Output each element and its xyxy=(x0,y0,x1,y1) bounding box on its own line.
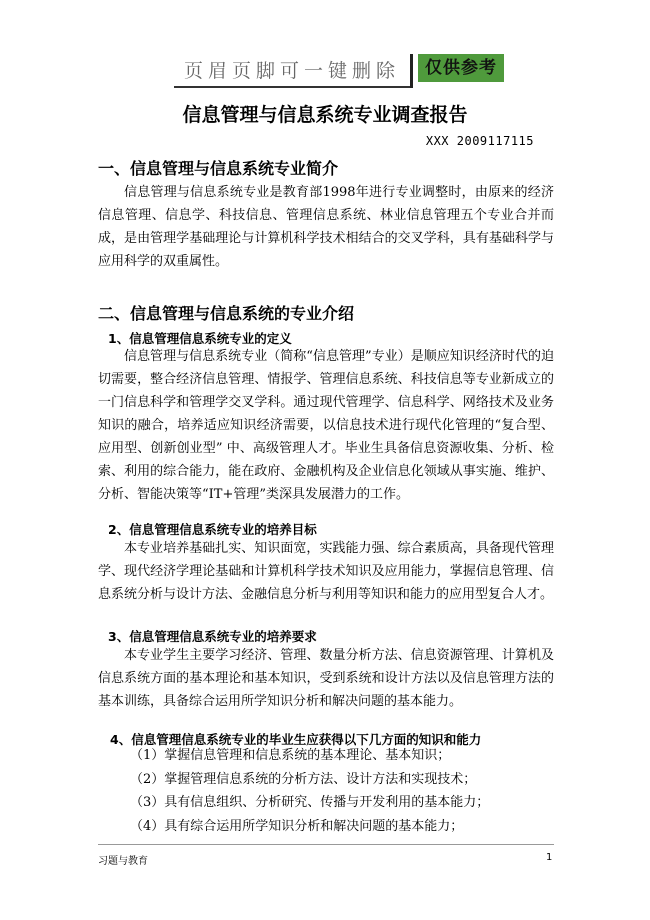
list-item: （1）掌握信息管理和信息系统的基本理论、基本知识； xyxy=(130,748,451,763)
footer-rule xyxy=(98,844,554,845)
section-2-heading: 二、信息管理与信息系统的专业介绍 xyxy=(98,304,355,323)
subsection-4-heading: 4、信息管理信息系统专业的毕业生应获得以下几方面的知识和能力 xyxy=(110,732,482,747)
reference-only-badge: 仅供参考 xyxy=(418,54,504,82)
list-item: （2）掌握管理信息系统的分析方法、设计方法和实现技术； xyxy=(130,771,477,787)
section-1-heading: 一、信息管理与信息系统专业简介 xyxy=(98,159,339,178)
page-header xyxy=(174,52,506,86)
author-line: XXX 2009117115 xyxy=(425,134,534,148)
subsection-3-paragraph: 本专业学生主要学习经济、管理、数量分析方法、信息资源管理、计算机及信息系统方面的基本理论和基本知识，受到系统和设计方法以及信息管理方法的基本训练，具备综合运用所学知识分析和解决问题的基本能力。 xyxy=(98,648,554,709)
section-1-paragraph: 信息管理与信息系统专业是教育部1998年进行专业调整时，由原来的经济信息管理、信息学、科技信息、管理信息系统、林业信息管理五个专业合并而成，是由管理学基础理论与计算机科学技术相结合的交叉学科，具有基础科学与应用科学的双重属性。 xyxy=(98,185,554,269)
subsection-2-heading: 2、信息管理信息系统专业的培养目标 xyxy=(108,522,317,537)
list-item: （3）具有信息组织、分析研究、传播与开发利用的基本能力； xyxy=(130,795,490,810)
footer-text: 习题与教育 xyxy=(98,856,148,867)
document-title: 信息管理与信息系统专业调查报告 xyxy=(182,104,468,126)
subsection-2-paragraph: 本专业培养基础扎实、知识面宽，实践能力强、综合素质高，具备现代管理学、现代经济学理论基础和计算机科学技术知识及应用能力，掌握信息管理、信息系统分析与设计方法、金融信息分析与利用等知识和能力的应用型复合人才。 xyxy=(98,541,554,602)
knowledge-ability-list xyxy=(130,744,489,838)
subsection-1-heading: 1、信息管理信息系统专业的定义 xyxy=(108,331,292,346)
subsection-1-paragraph: 信息管理与信息系统专业（简称“信息管理”专业）是顺应知识经济时代的迫切需要，整合经济信息管理、情报学、管理信息系统、科技信息等专业新成立的一门信息科学和管理学交叉学科。通过现代管理学、信息科学、网络技术及业务知识的融合，培养适应知识经济需要，以信息技术进行现代化管理的“复合型、应用型、创新创业型” 中、高级管理人才。毕业生具备信息资源收集、分析、检索、利用的综合能力，能在政府、金融机构及企业信息化领域从事实施、维护、分析、智能决策等“IT+管理”类深具发展潜力的工作。 xyxy=(98,349,554,502)
header-watermark: 页眉页脚可一键删除 xyxy=(174,52,410,88)
list-item: （4）具有综合运用所学知识分析和解决问题的基本能力； xyxy=(130,818,464,834)
subsection-3-heading: 3、信息管理信息系统专业的培养要求 xyxy=(108,629,317,644)
page-number: 1 xyxy=(546,852,553,863)
header-divider xyxy=(410,54,413,88)
